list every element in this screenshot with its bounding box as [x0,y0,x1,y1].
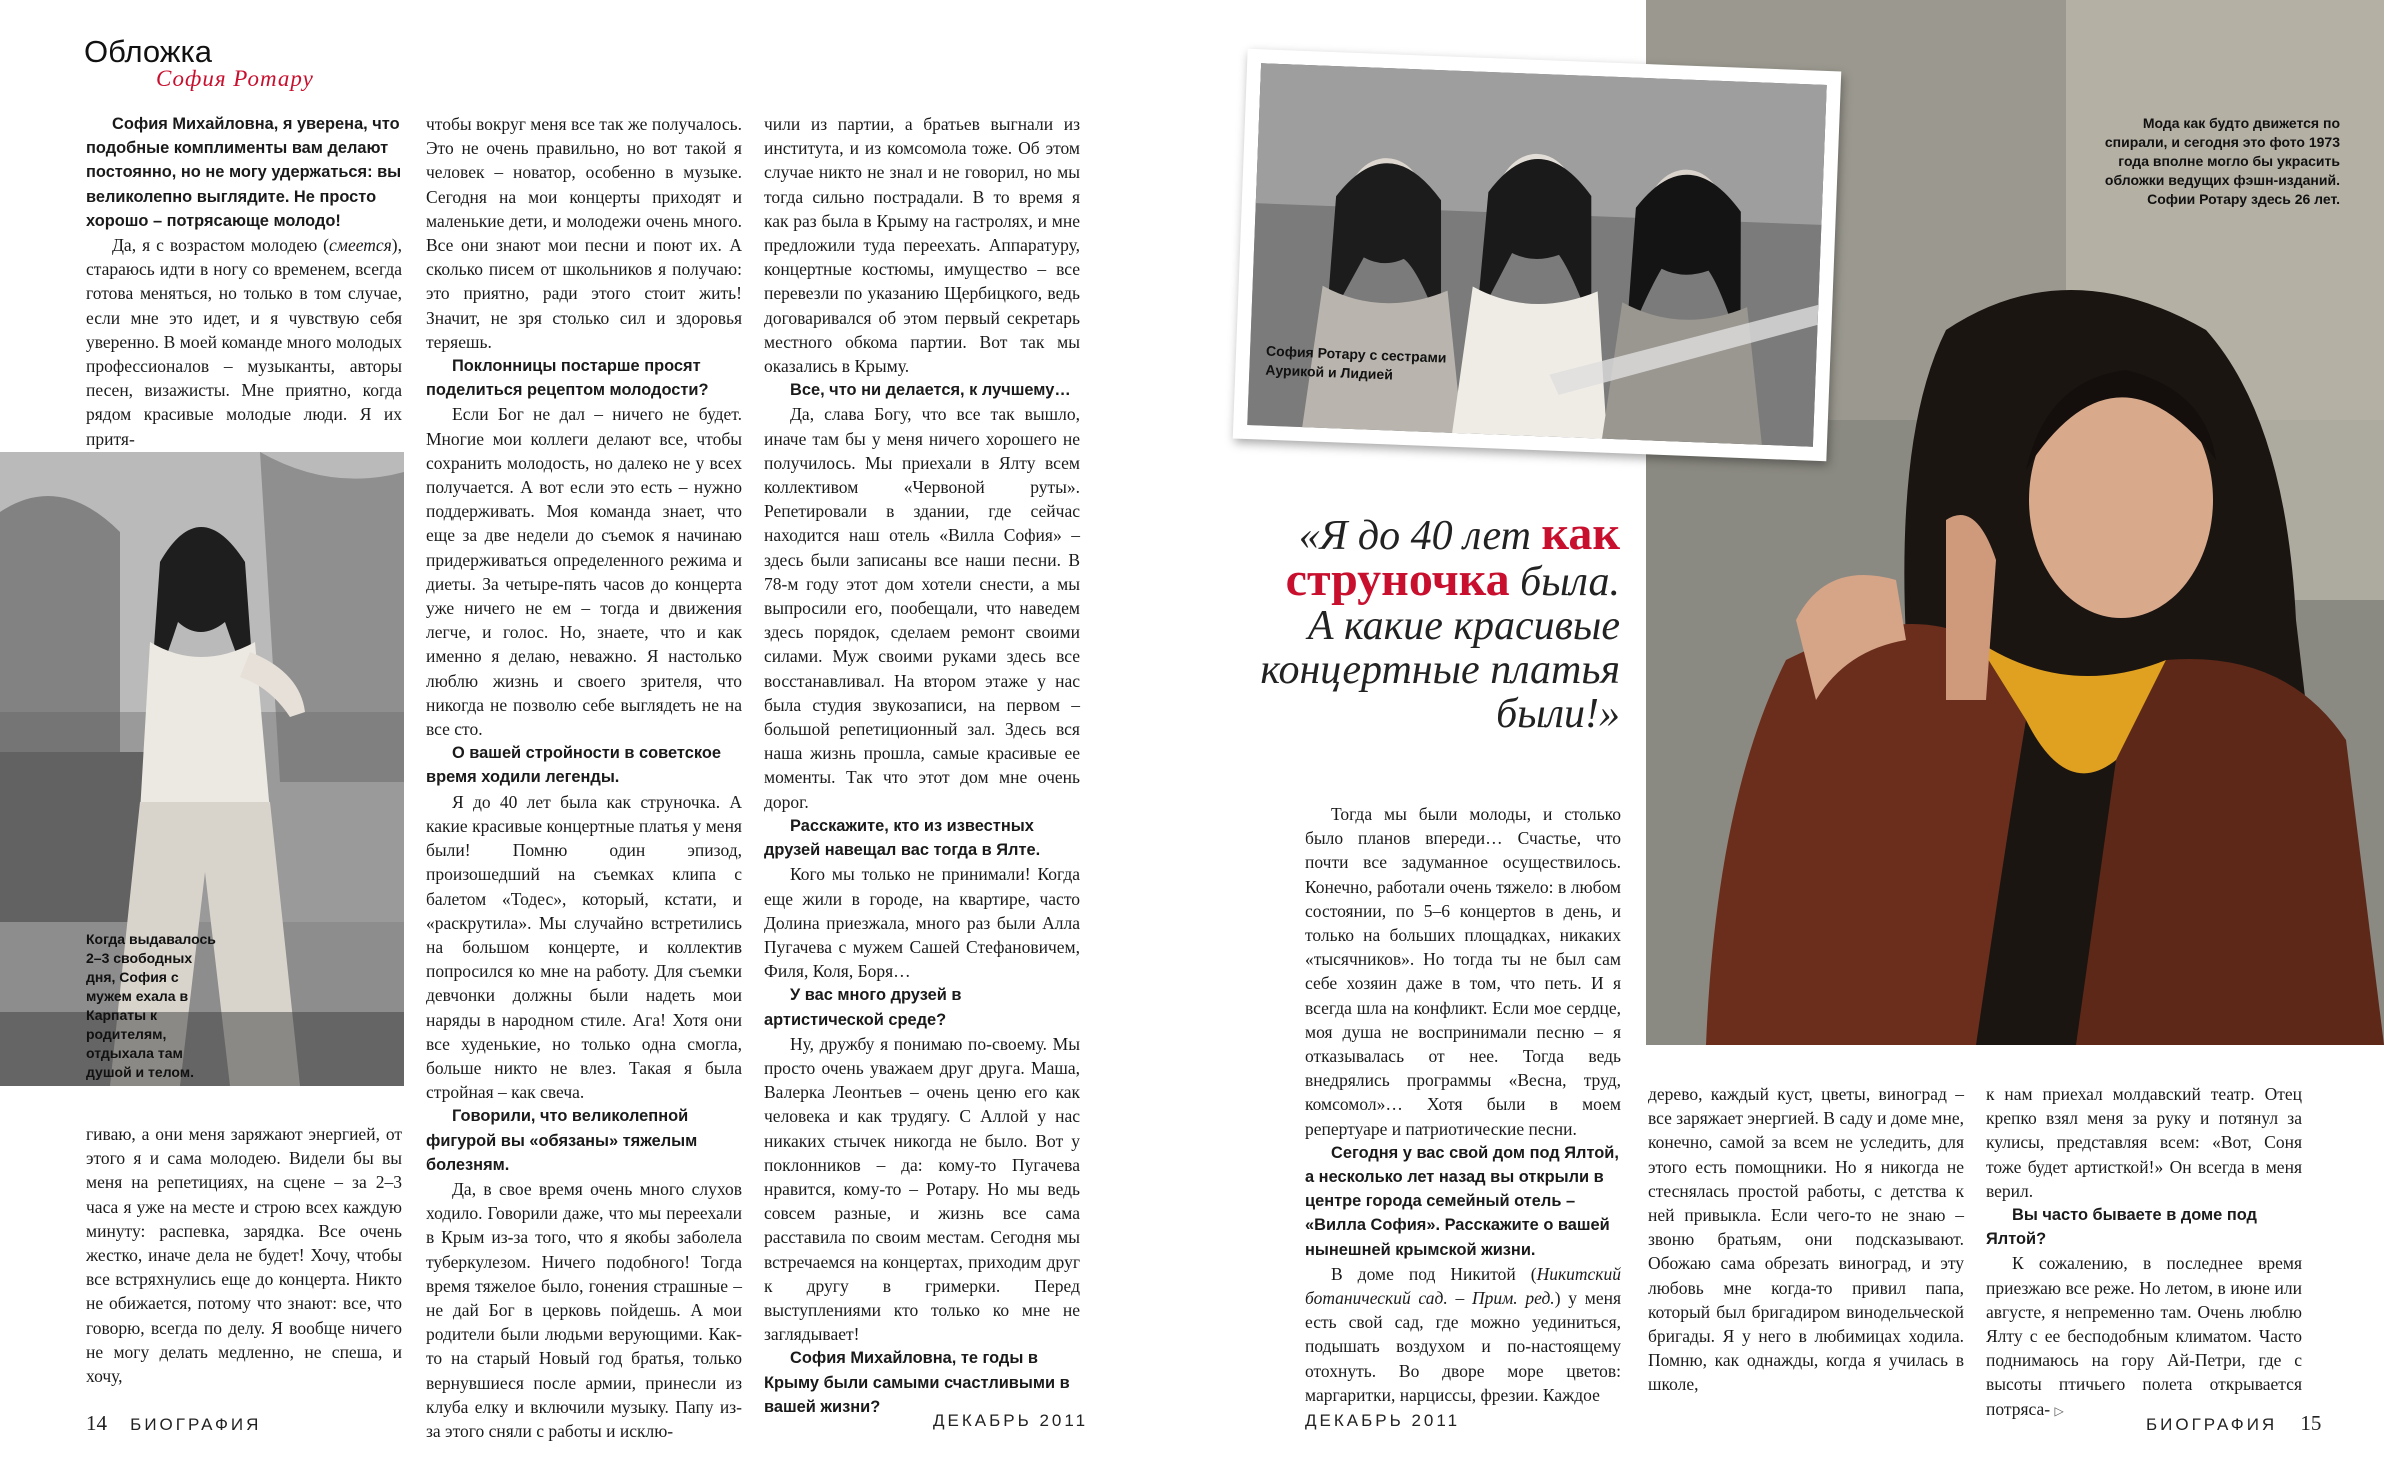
pull-quote: «Я до 40 лет как струночка была. А какие красивые концертные платья были!» [1260,507,1620,737]
paragraph: дерево, каждый куст, цветы, виноград – все заряжает энергией. В саду и доме мне, конечно, самой за всем не уследить, для этого есть помощники. Но я никогда не стеснялась простой работы, с детства к ней привыкла. Если чего-то не знаю – звоню братьям, они подсказывают. Обожаю сама обрезать виноград, и эту любовь мне когда-то привил папа, который был бригадиром винодельческой бригады. Я у него в любимицах ходила. Помню, как однажды, когда я училась в школе, [1648,1084,1964,1395]
paragraph: чили из партии, а братьев выгнали из института, и из комсомола тоже. Об этом случае никто не знал и не говорил, но мы тогда сильно пострадали. В то время я как раз была в Крыму на гастролях, и мне предложили туда переехать. Аппаратуру, концертные костюмы, имущество – все перевезли по указанию Щербицкого, ведь договаривался об этом первый секретарь местного обкома партии. Вот так мы оказались в Крыму. [764,114,1080,377]
photo-caption: София Ротару с сестрами Аурикой и Лидией [1265,342,1447,383]
photo-rotaru-sisters [1233,49,1842,462]
interview-question: Расскажите, кто из известных друзей навещал вас тогда в Ялте. [764,816,1041,860]
interview-question: София Михайловна, те годы в Крыму были самыми счастливыми в вашей жизни? [764,1349,1070,1416]
section-subtitle: София Ротару [156,66,314,91]
paragraph: к нам приехал молдавский театр. Отец крепко взял меня за руку и потянул за кулисы, представляя всем: «Вот, Соня тоже будет артисткой!» Он всегда в меня верил. [1986,1084,2302,1201]
interview-question: Все, что ни делается, к лучшему… [790,381,1071,400]
interview-question: Сегодня у вас свой дом под Ялтой, а несколько лет назад вы открыли в центре города семейный отель – «Вилла София». Расскажите о вашей нынешней крымской жизни. [1305,1143,1619,1259]
photo-caption: Мода как будто движется по спирали, и сегодня это фото 1973 года вполне могло бы украсить обложки ведущих фэшн-изданий. Софии Ротару здесь 26 лет. [2104,115,2340,207]
article-column-4 [1305,802,1621,1405]
paragraph: Да, я с возрастом молодею (смеется), стараюсь идти в ногу со временем, всегда готова меняться, но только в том случае, если мне это идет, и я чувствую себя уверенно. В моей команде много молодых профессионалов – музыканты, авторы песен, визажисты. Мне приятно, когда рядом красивые молодые люди. Я их притя- [86,235,402,449]
paragraph: Да, в свое время очень много слухов ходило. Говорили даже, что мы переехали в Крым из-за того, что я якобы заболела туберкулезом. Ничего подобного! Тогда время тяжелое было, гонения страшные – не дай Бог в церковь пойдешь. А мои родители были людьми верующими. Как-то на старый Новый год братья, только вернувшиеся после армии, принесли из клуба елку и включили музыку. Папу из-за этого сняли с работы и исклю- [426,1178,742,1441]
article-column-2 [426,112,742,1441]
interview-question: Поклонницы постарше просят поделиться рецептом молодости? [426,357,709,400]
magazine-name: БИОГРАФИЯ [130,1415,262,1434]
pull-quote-highlight: как струночка [1285,507,1620,606]
paragraph: Если Бог не дал – ничего не будет. Многие мои коллеги делают все, чтобы сохранить молодость, но далеко не у всех получается. А вот если это есть – нужно поддерживать. Моя команда знает, что еще за две недели до съемок я начинаю придерживаться определенного режима и диеты. За четыре-пять часов до концерта уже ничего не ем – тогда и движения легче, и голос. Но, знаете, что и как именно я делаю, неважно. Я настолько люблю жизнь и своего зрителя, что никогда не позволю себе выглядеть не на все сто. [426,404,742,740]
paragraph: Тогда мы были молоды, и столько было планов впереди… Счастье, что почти все задуманное осуществилось. Конечно, работали очень тяжело: в любом состоянии, по 5–6 концертов в день, и только на больших площадках, никаких «тысячников». Но тогда ты не был сам себе хозяин даже в том, что петь. И я всегда шла на конфликт. Если мое сердце, моя душа не воспринимали песню – я отказывалась от нее. Тогда ведь внедрялись программы «Весна, труд, комсомол»… Хотя были в моем репертуаре и патриотические песни. [1305,804,1621,1139]
paragraph: чтобы вокруг меня все так же получалось. Это не очень правильно, но вот такой я человек – новатор, особенно в музыке. Сегодня на мои концерты приходят и маленькие дети, и молодежи очень много. Все они знают мои песни и поют их. А сколько писем от школьников я получаю: это приятно, ради этого стоит жить! Значит, не зря столько сил и здоровья теряешь. [426,114,742,352]
footer-right [2146,1411,2321,1436]
article-column-1 [86,112,402,449]
paragraph: Я до 40 лет была как струночка. А какие красивые концертные платья у меня были! Помню один эпизод, произошедший на съемках клипа с балетом «Тодес», который, кстати, и «раскрутила». Мы случайно встретились на большом концерте, и коллектив попросился ко мне на работу. Для съемки девчонки должны были надеть мои наряды в народном стиле. Ага! Хотя они все худенькие, но только одна смогла, больше никто не влез. Такая я была стройная – как свеча. [426,791,742,1103]
interview-question: София Михайловна, я уверена, что подобные комплименты вам делают постоянно, но не могу удержаться: вы великолепно выглядите. Не просто хорошо – потрясающе молодо! [86,115,402,230]
footer-left [86,1411,261,1436]
photo-caption: Когда выдавалось 2–3 свободных дня, София с мужем ехала в Карпаты к родителям, отдыхала там душой и телом. [86,931,216,1080]
interview-question: Вы часто бываете в доме под Ялтой? [1986,1206,2257,1249]
photo-rotaru-karpaty [0,452,404,1086]
article-column-3 [764,112,1080,1416]
paragraph: Кого мы только не принимали! Когда еще жили в городе, на квартире, часто Долина приезжала, много раз были Алла Пугачева с мужем Сашей Стефановичем, Филя, Коля, Боря… [764,864,1080,982]
footer-right-date: ДЕКАБРЬ 2011 [1305,1411,1461,1430]
paragraph: Ну, дружбу я понимаю по-своему. Мы просто очень уважаем друг друга. Маша, Валерка Леонтьев – очень ценю его как человека и как трудягу. С Аллой у нас никаких стычек никогда не было. Вот у поклонников – да: кому-то Пугачева нравится, кому-то – Ротару. Но мы ведь совсем разные, и жизнь все сама расставила по своим местам. Сегодня мы встречаемся на концертах, приходим друг к другу в гримерки. Перед выступлениями кто только ко мне не заглядывает! [764,1033,1080,1345]
paragraph: К сожалению, в последнее время приезжаю все реже. Но летом, в июне или августе, я непременно там. Очень люблю Ялту с ее бесподобным климатом. Часто поднимаюсь на гору Ай-Петри, где с высоты птичьего полета открывается потряса- ▷ [1986,1253,2302,1419]
page-number: 15 [2300,1411,2322,1435]
photo-illustration [1247,63,1826,446]
interview-question: У вас много друзей в артистической среде? [764,986,962,1029]
page-number: 14 [86,1411,107,1435]
interview-question: Говорили, что великолепной фигурой вы «обязаны» тяжелым болезням. [426,1107,698,1174]
article-column-6 [1986,1082,2302,1419]
paragraph: гиваю, а они меня заряжают энергией, от этого я и сама молодею. Видели бы вы меня на репетициях, на сцене – за 2–3 часа я уже на месте и строю всех каждую минуту: распевка, зарядка. Все очень жестко, иначе дела не будет! Хочу, чтобы все встряхнулись еще до концерта. Никто не обижается, потому что знают: все, что говорю, всегда по делу. Я вообще ничего не могу делать медленно, не спеша, и хочу, [86,1124,402,1387]
footer-left-date: ДЕКАБРЬ 2011 [933,1411,1089,1430]
interview-question: О вашей стройности в советское время ходили легенды. [426,744,721,787]
paragraph: Да, слава Богу, что все так вышло, иначе там бы у меня ничего хорошего не получилось. Мы приехали в Ялту всем коллективом «Червоной руты». Репетировали в здании, где сейчас находится наш отель «Вилла София» – здесь были записаны все наши песни. В 78-м году этот дом хотели снести, а мы выпросили его, пообещали, что наведем здесь порядок, сделаем ремонт своими силами. Муж своими руками здесь все восстанавливал. На втором этаже у нас была студия звукозаписи, на первом – большой репетиционный зал. Здесь вся наша жизнь прошла, самые красивые ее моменты. Так что этот дом мне очень дорог. [764,404,1080,812]
section-title: Обложка [84,34,213,69]
paragraph: В доме под Никитой (Никитский ботанический сад. – Прим. ред.) у меня есть свой сад, где можно уединиться, подышать воздухом и по-настоящему отохнуть. Во дворе море цветов: маргаритки, нарциссы, фрезии. Каждое [1305,1263,1621,1405]
article-column-5 [1648,1082,1964,1395]
article-column-1-bottom [86,1122,402,1387]
magazine-name: БИОГРАФИЯ [2146,1415,2278,1434]
continue-arrow-icon: ▷ [2054,1403,2064,1418]
